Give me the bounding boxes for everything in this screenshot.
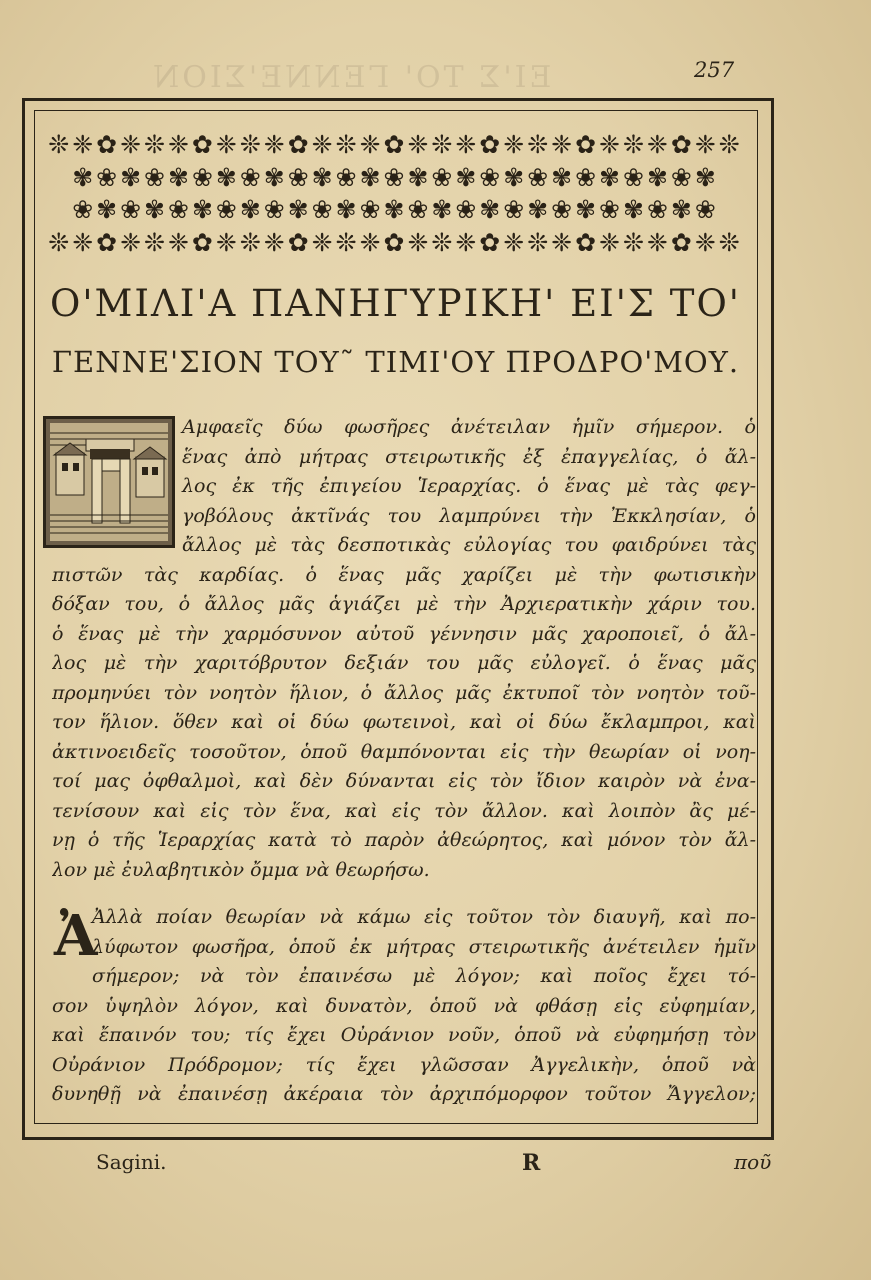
text-line: λον μὲ ἐυλαβητικὸν ὄμμα νὰ θεωρήσω.	[52, 858, 430, 881]
ornament-row: ❊❈✿❈❊❈✿❈❊❈✿❈❊❈✿❈❊❈✿❈❊❈✿❈❊❈✿❈❊	[48, 229, 743, 256]
text-line: Ἀλλὰ ποίαν θεωρίαν νὰ κάμω εἰς τοῦτον τὸν διαυγῆ, καὶ πο-	[92, 906, 756, 928]
sermon-title-line-2: ΓΕΝΝΕ'ΣΙΟΝ ΤΟΥ˜ ΤΙΜΙ'ΟΥ ΠΡΟΔΡΟ'ΜΟΥ.	[51, 345, 740, 379]
bleed-through-running-head: ΕΙ'Σ ΤΟ' ΓΕΝΝΕ'ΣΙΟΝ	[150, 60, 552, 95]
ornament-row: ✾❀✾❀✾❀✾❀✾❀✾❀✾❀✾❀✾❀✾❀✾❀✾❀✾❀✾	[72, 164, 719, 191]
page-number: 257	[694, 58, 735, 82]
text-line: λος μὲ τὴν χαριτόβρυτον δεξιάν του μᾶς εὐλογεῖ. ὁ ἕνας μᾶς	[52, 652, 756, 674]
text-line: σον ὑψηλὸν λόγον, καὶ δυνατὸν, ὁποῦ νὰ φθάσῃ εἰς εὐφημίαν,	[52, 994, 756, 1017]
text-line: τον ἥλιον. ὅθεν καὶ οἱ δύω φωτεινοὶ, καὶ οἱ δύω ἔκλαμπροι, καὶ	[52, 711, 756, 733]
text-line: Αμφαεῖς δύω φωσῆρες ἀνέτειλαν ἡμῖν σήμερον. ὁ	[182, 416, 756, 438]
ornament-row: ❊❈✿❈❊❈✿❈❊❈✿❈❊❈✿❈❊❈✿❈❊❈✿❈❊❈✿❈❊	[48, 132, 743, 158]
text-line: ἄλλος μὲ τὰς δεσποτικὰς εὐλογίας του φαιδρύνει τὰς	[182, 534, 756, 556]
paragraph-2	[52, 903, 756, 1110]
text-line: ὁ ἕνας μὲ τὴν χαρμόσυνον αὐτοῦ γέννησιν μᾶς χαροποιεῖ, ὁ ἄλ-	[52, 622, 756, 645]
text-line: γοβόλους ἀκτῖνάς του λαμπρύνει τὴν Ἐκκλησίαν, ὁ	[182, 504, 756, 527]
text-line: λύφωτον φωσῆρα, ὁποῦ ἐκ μήτρας στειρωτικῆς ἀνέτειλεν ἡμῖν	[92, 935, 756, 958]
text-line: ἕνας ἀπὸ μήτρας στειρωτικῆς ἐξ ἐπαγγελίας, ὁ ἄλ-	[182, 445, 756, 468]
text-line: δόξαν του, ὁ ἄλλος μᾶς ἁγιάζει μὲ τὴν Ἀρχιερατικὴν χάριν του.	[52, 593, 756, 615]
sermon-title-line-1: Ο'ΜΙΛΙ'Α ΠΑΝΗΓΥΡΙΚΗ' ΕΙ'Σ ΤΟ'	[50, 282, 741, 325]
headpiece-ornament	[44, 132, 747, 256]
text-line: ἀκτινοειδεῖς τοσοῦτον, ὁποῦ θαμπόνονται εἰς τὴν θεωρίαν οἱ νοη-	[52, 740, 756, 763]
ornament-row: ❀✾❀✾❀✾❀✾❀✾❀✾❀✾❀✾❀✾❀✾❀✾❀✾❀✾❀	[72, 197, 719, 224]
text-line: καὶ ἔπαινόν του; τίς ἔχει Οὐράνιον νοῦν, ὁποῦ νὰ εὐφημήσῃ τὸν	[52, 1024, 756, 1046]
text-line: πιστῶν τὰς καρδίας. ὁ ἕνας μᾶς χαρίζει μὲ τὴν φωτισικὴν	[52, 563, 756, 586]
text-line: δυνηθῇ νὰ ἐπαινέσῃ ἀκέραια τὸν ἀρχιπόμορφον τοῦτον Ἄγγελον;	[52, 1083, 756, 1105]
catchword: ποῦ	[734, 1150, 772, 1174]
drop-cap-initial: Ἀ	[54, 903, 98, 969]
register-letter: R	[522, 1150, 541, 1176]
text-line: τοί μας ὀφθαλμοὶ, καὶ δὲν δύνανται εἰς τὸν ἴδιον καιρὸν νὰ ἐνα-	[52, 770, 756, 792]
text-line: Οὐράνιον Πρόδρομον; τίς ἔχει γλῶσσαν Ἀγγελικὴν, ὁποῦ νὰ	[52, 1053, 756, 1076]
paragraph-1	[52, 413, 756, 885]
text-line: προμηνύει τὸν νοητὸν ἥλιον, ὁ ἄλλος μᾶς ἐκτυποῖ τὸν νοητὸν τοῦ-	[52, 681, 756, 704]
text-line: λος ἐκ τῆς ἐπιγείου Ἱεραρχίας. ὁ ἕνας μὲ τὰς φεγ-	[182, 475, 756, 497]
signature-mark: Sagini.	[96, 1150, 167, 1174]
text-line: τενίσουν καὶ εἰς τὸν ἕνα, καὶ εἰς τὸν ἄλλον. καὶ λοιπὸν ἂς μέ-	[52, 799, 756, 822]
text-line: σήμερον; νὰ τὸν ἐπαινέσω μὲ λόγον; καὶ ποῖος ἔχει τό-	[92, 965, 756, 987]
text-line: νῃ ὁ τῆς Ἱεραρχίας κατὰ τὸ παρὸν ἀθεώρητος, καὶ μόνον τὸν ἄλ-	[52, 829, 756, 851]
